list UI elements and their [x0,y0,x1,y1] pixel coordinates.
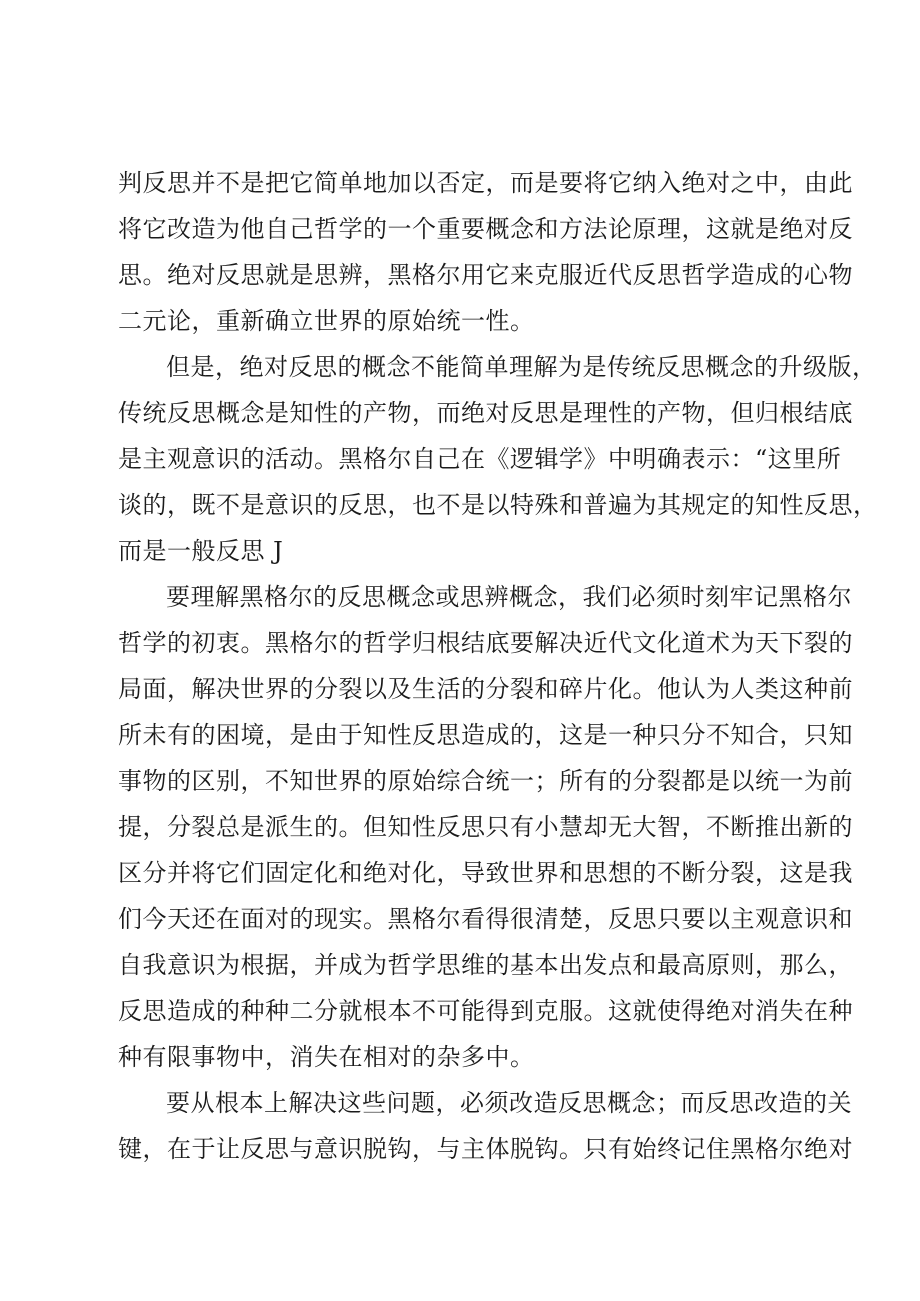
text-line: 局面，解决世界的分裂以及生活的分裂和碎片化。他认为人类这种前 [118,675,853,703]
text-line: 而是一般反思 J [118,537,284,565]
text-line: 谈的，既不是意识的反思，也不是以特殊和普遍为其规定的知性反思， [118,491,878,519]
text-line: 思。绝对反思就是思辨，黑格尔用它来克服近代反思哲学造成的心物 [118,261,853,289]
text-line: 是主观意识的活动。黑格尔自己在《逻辑学》中明确表示：“这里所 [118,445,842,473]
text-line: 种有限事物中，消失在相对的杂多中。 [118,1043,535,1071]
text-line: 事物的区别，不知世界的原始综合统一；所有的分裂都是以统一为前 [118,767,853,795]
text-line: 将它改造为他自己哲学的一个重要概念和方法论原理，这就是绝对反 [118,215,853,243]
paragraph-start-line: 要从根本上解决这些问题，必须改造反思概念；而反思改造的关 [166,1089,852,1117]
text-line: 键，在于让反思与意识脱钩，与主体脱钩。只有始终记住黑格尔绝对 [118,1135,853,1163]
paragraph-start-line: 要理解黑格尔的反思概念或思辨概念，我们必须时刻牢记黑格尔 [166,583,852,611]
text-line: 们今天还在面对的现实。黑格尔看得很清楚，反思只要以主观意识和 [118,905,853,933]
document-body [118,160,878,1172]
text-line: 所未有的困境，是由于知性反思造成的，这是一种只分不知合，只知 [118,721,853,749]
text-line: 哲学的初衷。黑格尔的哲学归根结底要解决近代文化道术为天下裂的 [118,629,853,657]
text-line: 反思造成的种种二分就根本不可能得到克服。这就使得绝对消失在种 [118,997,853,1025]
text-line: 提，分裂总是派生的。但知性反思只有小慧却无大智，不断推出新的 [118,813,853,841]
paragraph-start-line: 但是，绝对反思的概念不能简单理解为是传统反思概念的升级版， [166,353,877,381]
text-line: 二元论，重新确立世界的原始统一性。 [118,307,535,335]
text-line: 传统反思概念是知性的产物，而绝对反思是理性的产物，但归根结底 [118,399,853,427]
text-line: 区分并将它们固定化和绝对化，导致世界和思想的不断分裂，这是我 [118,859,853,887]
text-line: 自我意识为根据，并成为哲学思维的基本出发点和最高原则，那么， [118,951,853,979]
text-line: 判反思并不是把它简单地加以否定，而是要将它纳入绝对之中，由此 [118,169,853,197]
